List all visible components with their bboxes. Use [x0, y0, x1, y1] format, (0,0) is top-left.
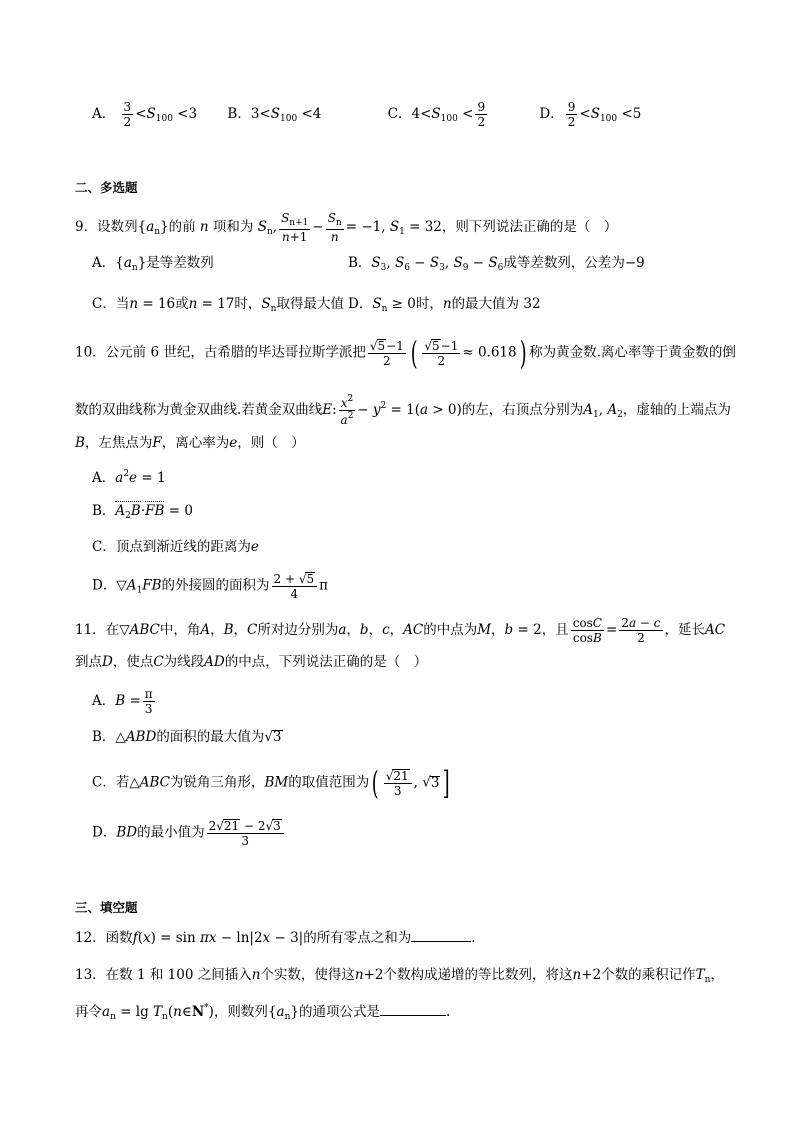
q13-stem-line2: 再令$a_n = \lg$ $T_n(n\in N^*)$，则数列$\{a_n\}$的通项公式是 .: [75, 1003, 451, 1022]
q9-option-c[interactable]: C．当n = 16或n = 17时，$S_n$取得最大值: [92, 296, 344, 314]
q11-option-b[interactable]: B．△ABD的面积的最大值为√3: [92, 729, 282, 745]
q13-line2b: ，则数列: [213, 1004, 268, 1020]
q12-suffix: 的所有零点之和为: [303, 930, 412, 946]
q10-line2a: 数的双曲线称为黄金双曲线.若黄金双曲线: [75, 402, 323, 418]
option-b-label: B．: [227, 106, 251, 122]
q13-line2a: 再令: [75, 1004, 102, 1020]
q11-line2d: 的中点，下列说法正确的是（ ）: [224, 654, 428, 670]
option-label: B．: [92, 729, 116, 745]
answer-blank[interactable]: [411, 941, 471, 942]
option-label: A．: [92, 470, 116, 486]
q9-d-text1: 时，: [415, 296, 443, 312]
option-label: C．若: [92, 774, 130, 791]
q10-line3b: ，离心率为: [161, 435, 230, 451]
q8-options: [92, 101, 641, 128]
q11-option-d[interactable]: D．BD的最小值为 $\frac{2√21 - 2√3}{3}$: [92, 819, 286, 847]
q9-mid2: 项和为: [212, 219, 254, 235]
fraction: $\frac{3}{2}$: [123, 100, 132, 129]
q9-mid1: 的前: [168, 219, 196, 235]
q11-stem-line1: 11．在▽ABC中，角A，B，C所对边分别为a，b，c，AC的中点为M，b = 2，且 $\frac{\cos C}{\cos B}$ = $\frac{2a - c}{2}$ ，延长AC: [75, 616, 726, 645]
q9-stem: 9．设数列$\{a_n\}$的前 n 项和为 $S_n$, $\frac{S_{n+1}}{n+1}$ − $\frac{S_n}{n}$ = −1, $S_1 = 32$，则下列说法正确的是（ ）: [75, 211, 618, 244]
section-heading-multi: 二、多选题: [75, 180, 138, 195]
q10-line3c: ，则（ ）: [237, 435, 305, 451]
q9-d-text2: 的最大值为 32: [451, 296, 541, 312]
q11-c-text1: 为锐角三角形，: [169, 774, 265, 791]
q10-line3: ，左焦点为: [84, 435, 153, 451]
q11-b-text: 的面积的最大值为: [156, 729, 265, 745]
option-label: D．: [348, 296, 373, 312]
option-d-label: D．: [539, 106, 564, 122]
q11-line2b: ，使点: [112, 654, 154, 670]
q9-c-text1: 或: [175, 296, 189, 312]
q9-option-d[interactable]: D．$S_n \ge 0$时，n的最大值为 32: [348, 296, 541, 314]
q8-option-a[interactable]: A． $\frac{3}{2}$ $<S_{100} <3$: [92, 100, 202, 129]
q12-stem: 12．函数f(x) = sin πx − ln|2x − 3|的所有零点之和为 .: [75, 930, 476, 946]
q8-option-c[interactable]: C．$4<S_{100}$ < $\frac{9}{2}$: [387, 100, 486, 129]
q10-option-c[interactable]: C．顶点到渐近线的距离为e: [92, 539, 259, 555]
q10-stem-line1: 10．公元前 6 世纪，古希腊的毕达哥拉斯学派把 $\frac{√5-1}{2}$ ( $\frac{√5-1}{2}$ ≈ 0.618) 称为黄金数.离心率等于黄金数的倒: [75, 334, 736, 372]
q10-option-a[interactable]: A．$a^2e = 1$: [92, 469, 166, 486]
q8-option-d[interactable]: D． $\frac{9}{2}$ $<S_{100} <5$: [539, 100, 642, 129]
q10-line2b: 的左，右顶点分别为: [461, 402, 584, 418]
q13-line1c: 个数构成递增的等比数列，将这: [383, 967, 573, 983]
q10-c-text: C．顶点到渐近线的距离为: [92, 539, 251, 555]
option-c-label: C．: [387, 106, 412, 122]
option-label: C．当: [92, 296, 130, 312]
q10-stem-line3: B，左焦点为F，离心率为e，则（ ）: [75, 435, 305, 451]
q13-line1b: 个实数，使得这: [260, 967, 355, 983]
q11-option-c[interactable]: C．若△ABC为锐角三角形，BM的取值范围为( $\frac{√21}{3}$ , √3 ]: [92, 764, 451, 802]
q13-line1a: 13．在数 1 和 100 之间插入: [75, 967, 252, 983]
option-label: A．: [92, 693, 116, 709]
q13-line2c: 的通项公式是: [298, 1004, 380, 1020]
q9-c-text2: 时，: [234, 296, 262, 312]
q9-c-text3: 取得最大值: [276, 296, 344, 312]
q10-line1b: 称为黄金数.离心率等于黄金数的倒: [529, 344, 736, 361]
q11-d-text: 的最小值为: [137, 824, 205, 841]
q10-line2c: ，虚轴的上端点为: [622, 402, 731, 418]
q9-tail: ，则下列说法正确的是（ ）: [441, 219, 618, 235]
q10-option-b[interactable]: B．$A_2B\cdot FB = 0$: [92, 503, 193, 521]
q11-line2: 到点: [75, 654, 102, 670]
q13-line1d: 个数的乘积记作: [601, 967, 696, 983]
q10-line1a: 10．公元前 6 世纪，古希腊的毕达哥拉斯学派把: [75, 344, 366, 361]
option-label: D．: [92, 577, 117, 594]
q11-line2c: 为线段: [163, 654, 205, 670]
q10-option-d[interactable]: D．$▽A_1FB$的外接圆的面积为 $\frac{2 + √5}{4}$ π: [92, 572, 328, 601]
section-heading-fill: 三、填空题: [75, 900, 138, 915]
q11-option-a[interactable]: A．B = $\frac{\pi}{3}$: [92, 687, 153, 716]
option-a-label: A．: [92, 106, 116, 122]
q11-line1e: ，且: [541, 622, 569, 638]
q11-line1f: ，延长: [664, 622, 706, 638]
q11-stem-line2: 到点D，使点C为线段AD的中点，下列说法正确的是（ ）: [75, 654, 428, 670]
q12-prefix: 12．函数: [75, 930, 133, 946]
q9-b-text: 成等差数列，公差为−9: [503, 255, 645, 271]
q9-option-b[interactable]: B．$S_3$, $S_6 - S_3$, $S_9 - S_6$成等差数列，公差为−9: [348, 255, 645, 273]
q11-line1d: 的中点为: [423, 622, 478, 638]
option-label: B．: [348, 255, 372, 271]
answer-blank[interactable]: [380, 1015, 446, 1016]
q13-stem-line1: 13．在数 1 和 100 之间插入n个实数，使得这n+2个数构成递增的等比数列，将这n+2个数的乘积记作$T_n$，: [75, 967, 724, 985]
q10-d-text: 的外接圆的面积为: [161, 577, 270, 594]
q10-stem-line2: 数的双曲线称为黄金双曲线.若黄金双曲线E: $\frac{x^2}{a^2}$ − $y^2 = 1(a > 0)$的左，右顶点分别为$A_1$, $A_2$，虚轴的上端点为: [75, 394, 731, 427]
option-label: B．: [92, 503, 116, 519]
option-label: D．: [92, 824, 117, 841]
q11-c-text2: 的取值范围为: [288, 774, 370, 791]
q11-line1a: 11．在: [75, 622, 120, 638]
q11-line1b: 中，角: [159, 622, 201, 638]
option-label: A．: [92, 255, 116, 271]
q11-line1c: 所对边分别为: [257, 622, 339, 638]
q9-a-text: 是等差数列: [146, 255, 214, 271]
q9-option-a[interactable]: A．$\{a_n\}$是等差数列: [92, 255, 214, 273]
q9-prefix: 9．设数列: [75, 219, 138, 235]
q8-option-b[interactable]: B．$3<S_{100} <4$: [227, 106, 326, 124]
